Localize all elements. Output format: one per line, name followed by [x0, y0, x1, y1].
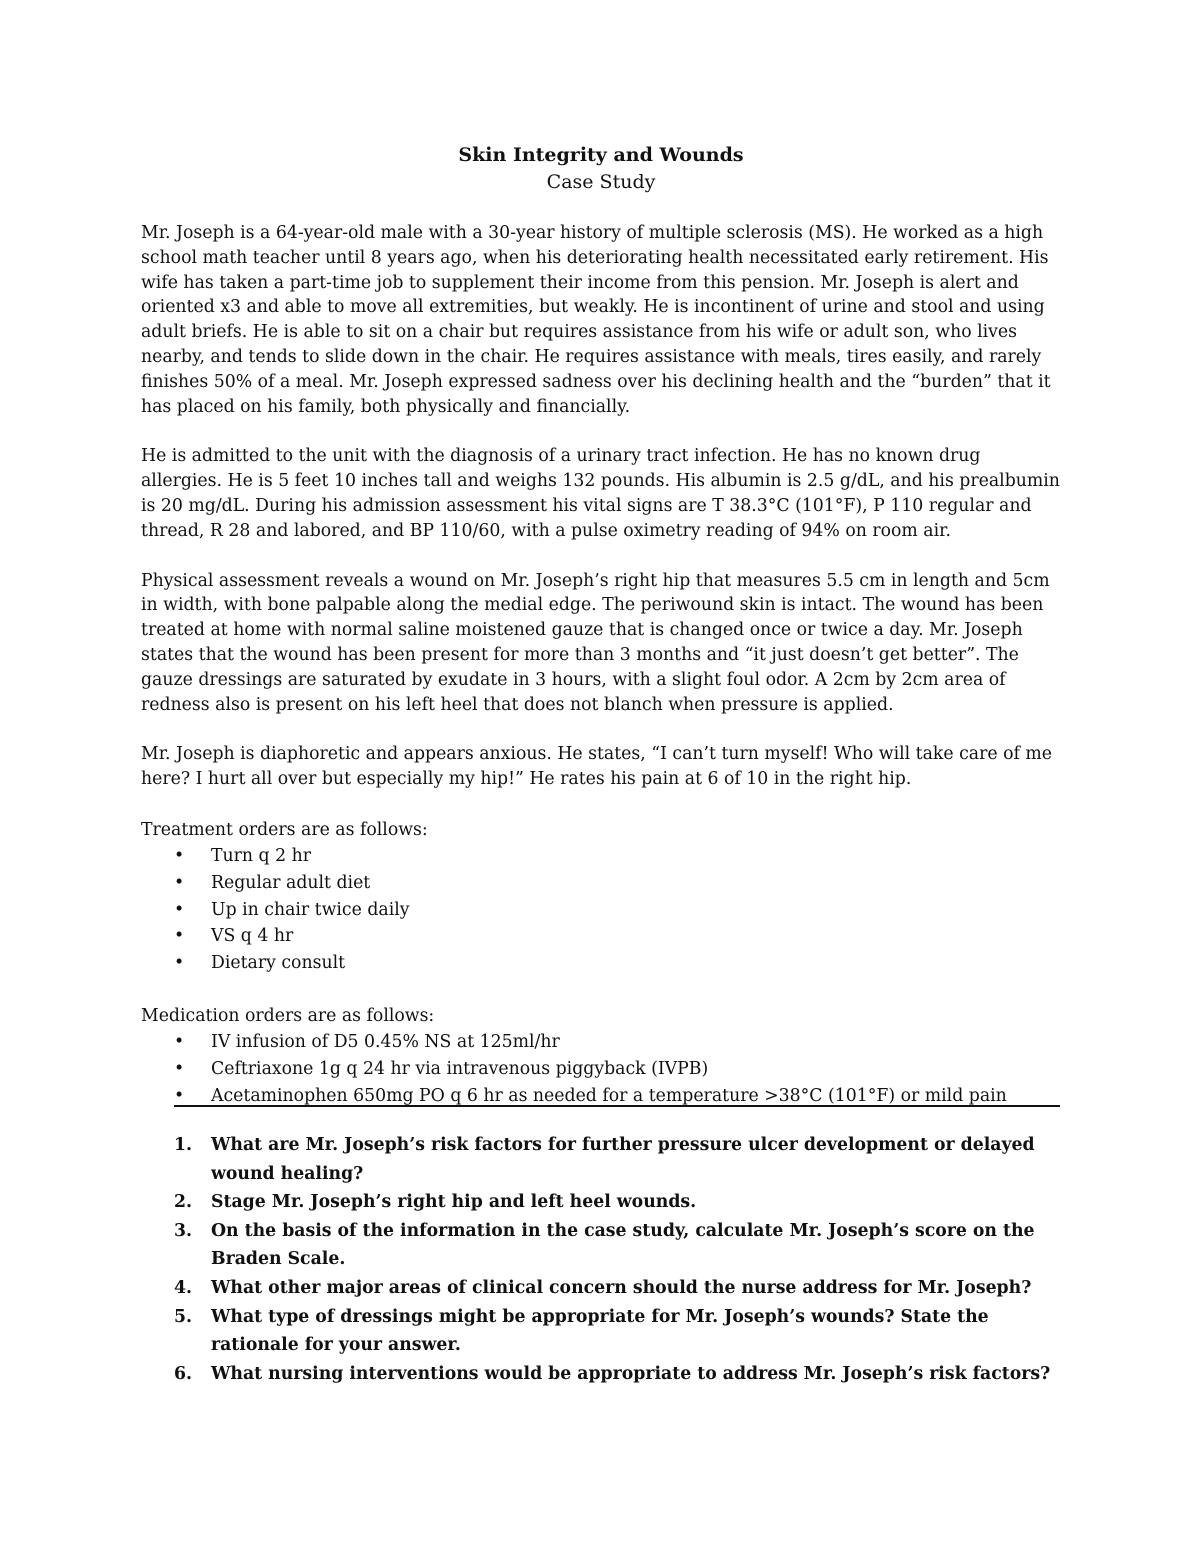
treatment-order-text: Up in chair twice daily: [211, 899, 410, 920]
bullet-icon: •: [174, 1058, 185, 1079]
question-item: [141, 1188, 1061, 1217]
paragraph-physical-assessment: Physical assessment reveals a wound on Mr. Joseph’s right hip that measures 5.5 cm in length and 5cm in width, with bone palpable along the medial edge. The periwound skin is intact. The wound has been treated at home with normal saline moistened gauze that is changed once or twice a day. Mr. Joseph states that the wound has been present for more than 3 months and “it just doesn’t get better”. The gauze dressings are saturated by exudate in 3 hours, with a slight foul odor. A 2cm by 2cm area of redness also is present on his left heel that does not blanch when pressure is applied.: [141, 570, 1050, 715]
questions-list: [141, 1131, 1061, 1388]
list-item: [141, 1056, 1061, 1083]
list-item: [141, 843, 1061, 870]
paragraph-patient-history: Mr. Joseph is a 64-year-old male with a 30-year history of multiple sclerosis (MS). He worked as a high school math teacher until 8 years ago, when his deteriorating health necessitated early retirement. His wife has taken a part-time job to supplement their income from this pension. Mr. Joseph is alert and oriented x3 and able to move all extremities, but weakly. He is incontinent of urine and stool and using adult briefs. He is able to sit on a chair but requires assistance from his wife or adult son, who lives nearby, and tends to slide down in the chair. He requires assistance with meals, tires easily, and rarely finishes 50% of a meal. Mr. Joseph expressed sadness over his declining health and the “burden” that it has placed on his family, both physically and financially.: [141, 223, 1051, 417]
bullet-icon: •: [174, 872, 185, 893]
question-number: 2.: [174, 1192, 193, 1213]
treatment-orders: [141, 817, 1061, 977]
question-text: What other major areas of clinical concern should the nurse address for Mr. Joseph?: [211, 1277, 1032, 1298]
treatment-order-text: Dietary consult: [211, 953, 346, 974]
treatment-orders-heading: Treatment orders are as follows:: [141, 819, 428, 840]
question-number: 1.: [174, 1135, 193, 1155]
bullet-icon: •: [174, 845, 185, 866]
question-text: What are Mr. Joseph’s risk factors for further pressure ulcer development or delayed wound healing?: [211, 1135, 1035, 1184]
question-text: On the basis of the information in the case study, calculate Mr. Joseph’s score on the Braden Scale.: [211, 1220, 1035, 1270]
question-number: 4.: [174, 1277, 193, 1298]
document-body: [141, 141, 1061, 1109]
list-item: [141, 897, 1061, 924]
bullet-icon: •: [174, 1031, 185, 1052]
question-text: What type of dressings might be appropriate for Mr. Joseph’s wounds? State the rationale for your answer.: [211, 1306, 989, 1356]
list-item: [141, 870, 1061, 897]
document-subtitle: Case Study: [546, 171, 656, 193]
question-number: 6.: [174, 1363, 193, 1384]
treatment-order-text: Turn q 2 hr: [211, 845, 311, 866]
question-text: Stage Mr. Joseph’s right hip and left heel wounds.: [211, 1192, 697, 1213]
list-item: [141, 1029, 1061, 1056]
bullet-icon: •: [174, 953, 185, 974]
paragraph-patient-statement: Mr. Joseph is diaphoretic and appears anxious. He states, “I can’t turn myself! Who will take care of me here? I hurt all over but especially my hip!” He rates his pain at 6 of 10 in the right hip.: [141, 744, 1052, 790]
medication-orders-heading: Medication orders are as follows:: [141, 1005, 435, 1026]
list-item: [141, 923, 1061, 950]
medication-order-text: IV infusion of D5 0.45% NS at 125ml/hr: [211, 1031, 560, 1052]
medication-order-text: Acetaminophen 650mg PO q 6 hr as needed for a temperature >38°C (101°F) or mild pain: [211, 1085, 1007, 1106]
medication-orders-list: [141, 1029, 1061, 1109]
question-item: [141, 1360, 1061, 1389]
list-item: [141, 950, 1061, 977]
treatment-order-text: VS q 4 hr: [211, 926, 294, 947]
section-divider: [174, 1105, 1060, 1107]
question-item: [141, 1131, 1061, 1188]
question-item: [141, 1303, 1061, 1360]
document-title: Skin Integrity and Wounds: [458, 144, 744, 166]
medication-orders: [141, 1003, 1061, 1109]
question-number: 5.: [174, 1306, 193, 1327]
question-text: What nursing interventions would be appropriate to address Mr. Joseph’s risk factors?: [211, 1363, 1051, 1384]
medication-order-text: Ceftriaxone 1g q 24 hr via intravenous piggyback (IVPB): [211, 1058, 709, 1079]
treatment-order-text: Regular adult diet: [211, 872, 371, 893]
bullet-icon: •: [174, 1085, 185, 1106]
bullet-icon: •: [174, 899, 185, 920]
paragraph-admission: He is admitted to the unit with the diagnosis of a urinary tract infection. He has no known drug allergies. He is 5 feet 10 inches tall and weighs 132 pounds. His albumin is 2.5 g/dL, and his prealbumin is 20 mg/dL. During his admission assessment his vital signs are T 38.3°C (101°F), P 110 regular and thread, R 28 and labored, and BP 110/60, with a pulse oximetry reading of 94% on room air.: [141, 446, 1060, 541]
question-item: [141, 1217, 1061, 1274]
treatment-orders-list: [141, 843, 1061, 977]
question-item: [141, 1274, 1061, 1303]
question-number: 3.: [174, 1220, 193, 1241]
bullet-icon: •: [174, 926, 185, 947]
